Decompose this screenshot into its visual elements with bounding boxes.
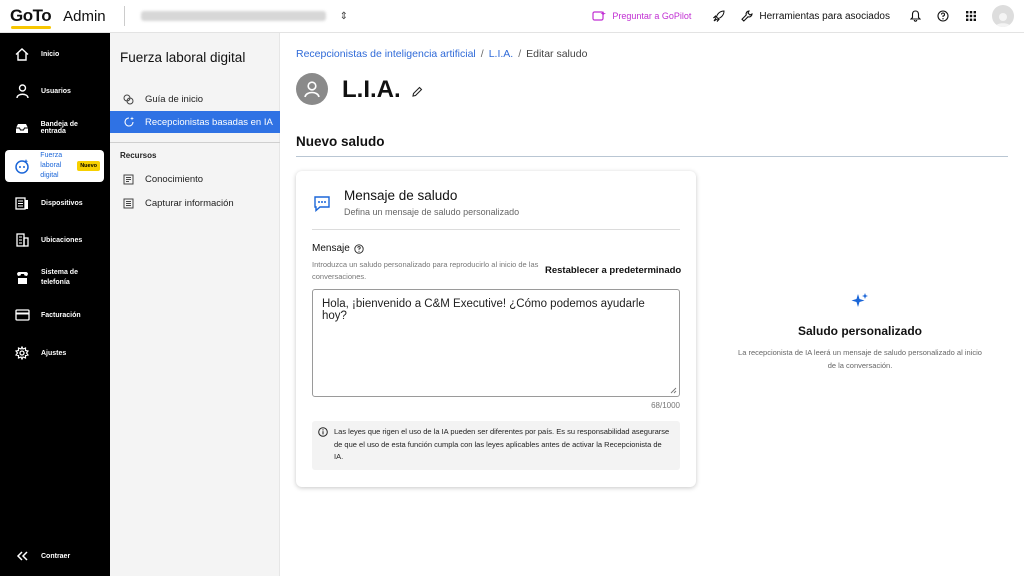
user-icon	[10, 84, 34, 98]
nav-label: Ajustes	[41, 349, 67, 357]
wrench-icon	[741, 10, 753, 22]
help-icon[interactable]	[354, 244, 364, 254]
app-grid-icon[interactable]	[964, 9, 978, 23]
sidebar-item-guia[interactable]	[110, 88, 280, 110]
divider	[124, 6, 125, 26]
building-icon	[10, 233, 34, 247]
breadcrumb-link[interactable]: L.I.A.	[488, 48, 514, 60]
sidebar-divider	[110, 142, 280, 143]
preview-title: Saludo personalizado	[797, 324, 923, 338]
card-title: Mensaje de saludo	[344, 188, 458, 203]
nav-item-telefonia[interactable]	[5, 266, 104, 290]
ai-receptionist-icon	[123, 116, 135, 128]
gopilot-icon	[592, 10, 606, 22]
collapse-nav-button[interactable]	[5, 547, 104, 565]
nav-label: Inicio	[41, 50, 60, 58]
character-counter: 68/1000	[651, 401, 680, 410]
greeting-card	[296, 171, 696, 487]
rocket-icon[interactable]	[713, 10, 725, 22]
top-actions	[592, 0, 1024, 33]
sidebar-item-label: Capturar información	[145, 197, 234, 209]
double-chevron-left-icon	[10, 551, 34, 561]
message-label-text: Mensaje	[312, 243, 350, 254]
message-label	[312, 243, 364, 254]
collapse-label: Contraer	[41, 552, 71, 560]
preview-text: La recepcionista de IA leerá un mensaje de saludo personalizado al inicio de la conversación.	[738, 348, 982, 370]
sidebar-item-label: Guía de inicio	[145, 93, 204, 105]
greeting-message-textarea[interactable]	[312, 289, 680, 397]
section-divider	[296, 156, 1008, 157]
breadcrumb-separator: /	[518, 48, 522, 60]
nav-label: Usuarios	[41, 87, 71, 95]
sidebar-item-label: Recepcionistas basadas en IA	[145, 116, 273, 128]
sidebar-item-label: Conocimiento	[145, 173, 204, 185]
ask-gopilot-button[interactable]	[592, 10, 691, 22]
knowledge-icon	[123, 174, 135, 185]
sidebar-item-recepcionistas[interactable]	[110, 111, 280, 133]
nav-item-facturacion[interactable]	[5, 306, 104, 324]
card-subtitle: Defina un mensaje de saludo personalizado	[344, 207, 520, 217]
nav-item-fuerza-laboral[interactable]	[5, 150, 104, 182]
new-badge: Nuevo	[77, 161, 100, 171]
gear-icon	[10, 346, 34, 360]
nav-item-ajustes[interactable]	[5, 344, 104, 362]
agent-avatar	[296, 73, 328, 105]
person-icon	[302, 79, 322, 99]
resources-heading: Recursos	[120, 151, 157, 160]
account-switcher-chevron-icon[interactable]: ⇕	[339, 10, 349, 22]
nav-label: Ubicaciones	[41, 236, 83, 244]
card-divider	[312, 229, 680, 230]
billing-icon	[10, 309, 34, 321]
gopilot-label: Preguntar a GoPilot	[612, 11, 692, 21]
textarea-value: Hola, ¡bienvenido a C&M Executive! ¿Cómo podemos ayudarle hoy?	[322, 298, 645, 322]
greeting-preview-panel	[700, 292, 1020, 372]
sidebar-title: Fuerza laboral digital	[120, 50, 246, 65]
nav-label: Bandeja de entrada	[40, 121, 78, 135]
reset-to-default-button[interactable]: Restablecer a predeterminado	[545, 265, 682, 276]
logo-text: GoTo	[10, 6, 52, 25]
breadcrumb	[296, 48, 587, 60]
phone-system-icon	[10, 271, 34, 285]
guide-icon	[123, 94, 135, 105]
inbox-icon	[10, 123, 34, 134]
chat-bubble-icon	[313, 195, 331, 217]
user-avatar[interactable]	[992, 5, 1014, 27]
devices-icon	[10, 197, 34, 210]
breadcrumb-link[interactable]: Recepcionistas de inteligencia artificial	[296, 48, 476, 60]
sidebar-item-capturar[interactable]	[110, 192, 280, 214]
nav-item-bandeja[interactable]	[5, 119, 104, 137]
capture-icon	[123, 198, 135, 209]
bell-icon[interactable]	[908, 9, 922, 23]
breadcrumb-current: Editar saludo	[526, 48, 588, 60]
nav-item-usuarios[interactable]	[5, 82, 104, 100]
home-icon	[10, 48, 34, 61]
nav-label: Sistema de telefonía	[41, 269, 78, 286]
bot-icon	[10, 158, 33, 174]
page-title: L.I.A.	[342, 76, 401, 103]
message-help-text: Introduzca un saludo personalizado para reproducirlo al inicio de las conversaciones.	[312, 260, 539, 281]
sidebar-item-conocimiento[interactable]	[110, 168, 280, 190]
resize-handle-icon[interactable]	[670, 387, 677, 394]
account-switcher-name[interactable]	[141, 11, 326, 21]
goto-logo[interactable]	[10, 6, 51, 26]
top-bar	[0, 0, 1024, 33]
secondary-sidebar	[110, 33, 280, 576]
legal-notice	[312, 421, 680, 470]
nav-item-ubicaciones[interactable]	[5, 231, 104, 249]
legal-notice-text: Las leyes que rigen el uso de la IA pueden ser diferentes por país. Es su responsabilidad asegurarse de que el uso de esta función cumpla con las leyes aplicables antes de activar la Recepcionista de IA.	[334, 427, 670, 461]
nav-item-inicio[interactable]	[5, 45, 104, 63]
partner-tools-label: Herramientas para asociados	[759, 10, 890, 22]
info-icon	[318, 427, 328, 437]
sparkle-icon	[700, 292, 1020, 312]
logo-accent	[11, 26, 51, 29]
section-title: Nuevo saludo	[296, 134, 385, 149]
nav-item-dispositivos[interactable]	[5, 194, 104, 212]
partner-tools-button[interactable]	[741, 10, 890, 22]
edit-name-pencil-icon[interactable]	[412, 84, 423, 102]
app-title: Admin	[63, 7, 106, 25]
nav-label: Dispositivos	[41, 199, 83, 207]
help-icon[interactable]	[936, 9, 950, 23]
nav-label: Facturación	[41, 311, 81, 319]
breadcrumb-separator: /	[480, 48, 484, 60]
primary-nav	[0, 33, 110, 576]
nav-label: Fuerza laboral digital	[40, 152, 63, 179]
